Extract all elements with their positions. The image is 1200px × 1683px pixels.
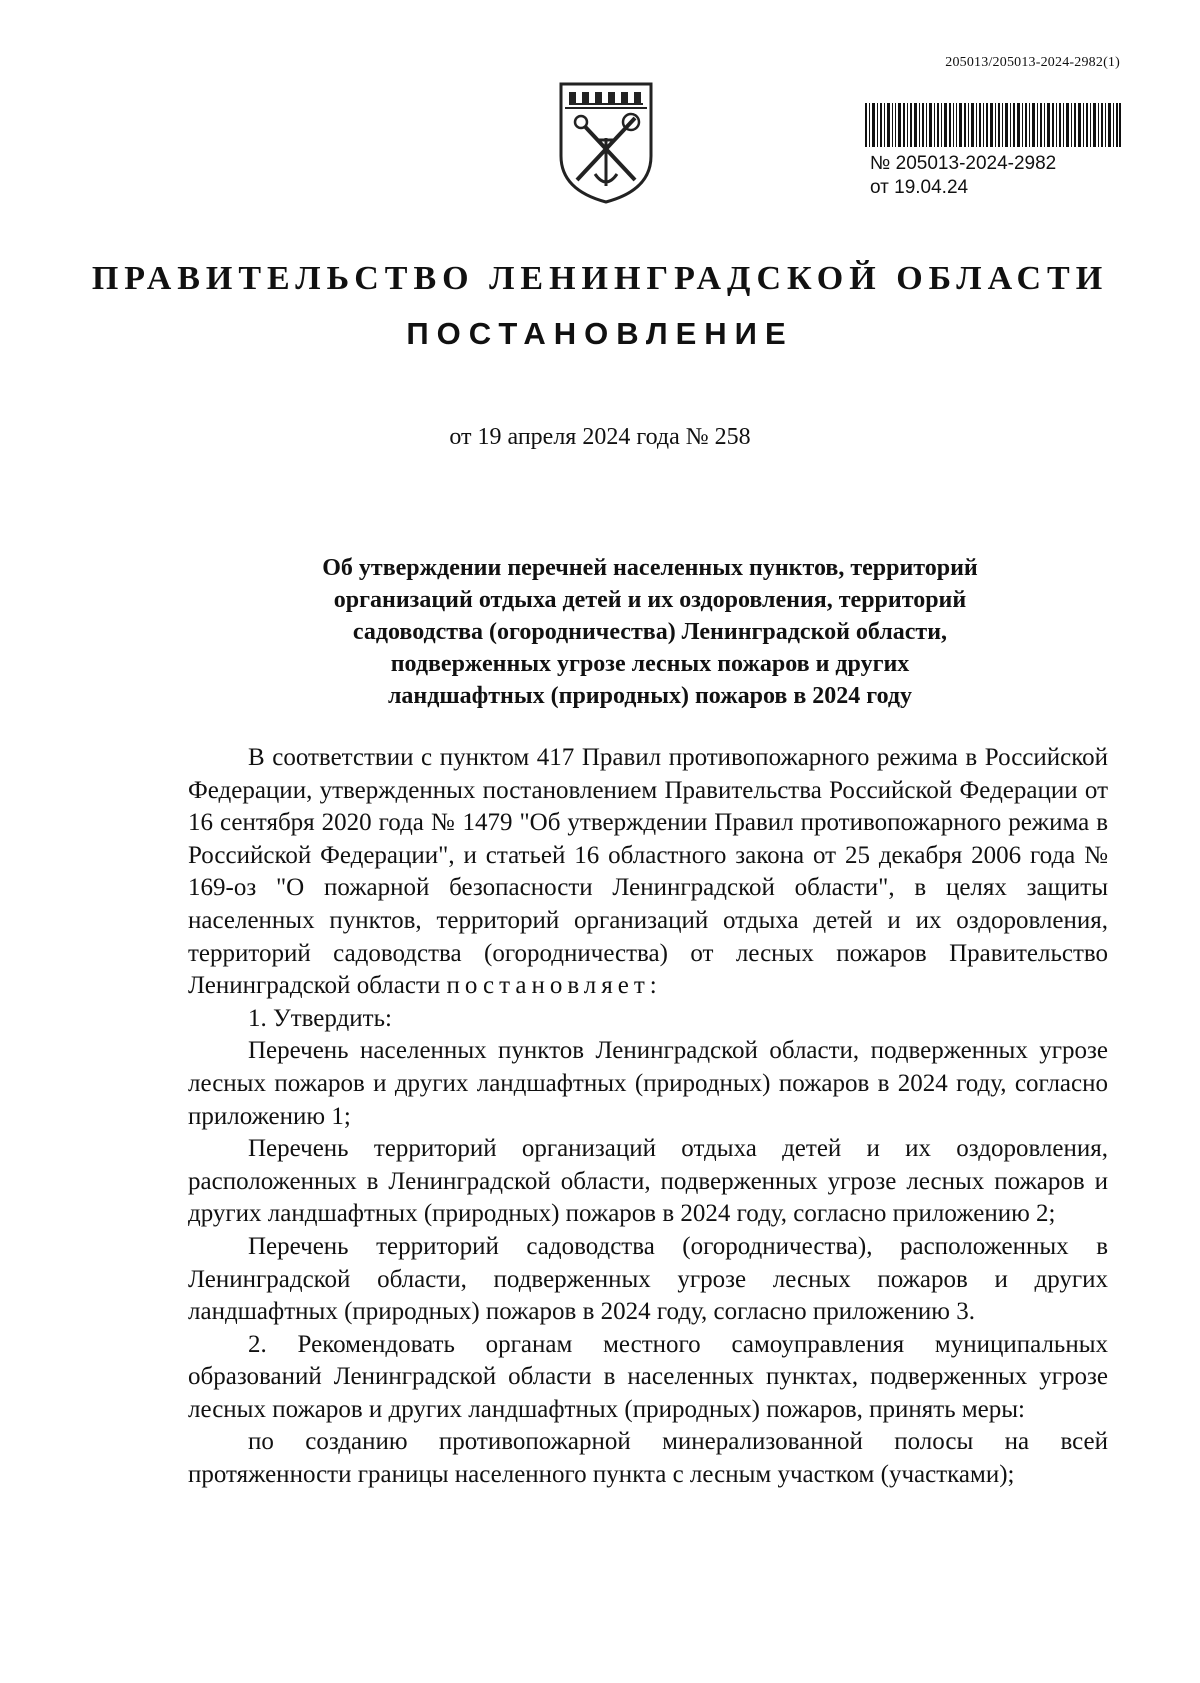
barcode xyxy=(865,103,1121,147)
registration-block xyxy=(870,152,1056,200)
document-id: 205013/205013-2024-2982(1) xyxy=(945,55,1120,70)
coat-of-arms-emblem xyxy=(555,78,657,206)
preamble-text: В соответствии с пунктом 417 Правил противопожарного режима в Российской Федерации, утвержденных постановлением Правительства Российской Федерации от 16 сентября 2020 года № 1479 "Об утверждении Правил противопожарного режима в Российской Федерации", и статьей 16 областного закона от 25 декабря 2006 года № 169-оз "О пожарной безопасности Ленинградской области", в целях защиты населенных пунктов, территорий организаций отдыха детей и их оздоровления, территорий садоводства (огородничества) от лесных пожаров Правительство Ленинградской области xyxy=(188,744,1108,1000)
preamble-paragraph xyxy=(188,742,1108,1003)
measure-1: по созданию противопожарной минерализованной полосы на всей протяженности границы населенного пункта с лесным участком (участками); xyxy=(188,1428,1108,1489)
document-type: ПОСТАНОВЛЕНИЕ xyxy=(406,316,794,351)
subject-line: садоводства (огородничества) Ленинградской области, xyxy=(352,619,948,645)
government-title: ПРАВИТЕЛЬСТВО ЛЕНИНГРАДСКОЙ ОБЛАСТИ xyxy=(91,260,1109,297)
registration-number: № 205013-2024-2982 xyxy=(870,153,1057,174)
document-subject xyxy=(190,552,1110,712)
registration-date: от 19.04.24 xyxy=(870,177,969,198)
item-2: 2. Рекомендовать органам местного самоуправления муниципальных образований Ленинградской области в населенных пунктах, подверженных угрозе лесных пожаров и других ландшафтных (природных) пожаров, принять меры: xyxy=(188,1330,1108,1423)
document-date-number: от 19 апреля 2024 года № 258 xyxy=(449,424,751,450)
resolves-word: постановляет: xyxy=(446,972,662,1000)
list-item-appendix-3: Перечень территорий садоводства (огородничества), расположенных в Ленинградской области, подверженных угрозе лесных пожаров и других ландшафтных (природных) пожаров в 2024 году, согласно приложению 3. xyxy=(188,1232,1108,1326)
subject-line: организаций отдыха детей и их оздоровления, территорий xyxy=(333,587,967,613)
list-item-appendix-1: Перечень населенных пунктов Ленинградской области, подверженных угрозе лесных пожаров и других ландшафтных (природных) пожаров в 2024 году, согласно приложению 1; xyxy=(188,1037,1108,1130)
document-body xyxy=(188,742,1108,1492)
list-item-appendix-2: Перечень территорий организаций отдыха детей и их оздоровления, расположенных в Ленинградской области, подверженных угрозе лесных пожаров и других ландшафтных (природных) пожаров в 2024 году, согласно приложению 2; xyxy=(188,1135,1108,1228)
item-1: 1. Утвердить: xyxy=(248,1004,392,1032)
subject-line: подверженных угрозе лесных пожаров и других xyxy=(390,651,910,677)
subject-line: Об утверждении перечней населенных пунктов, территорий xyxy=(322,555,978,581)
subject-line: ландшафтных (природных) пожаров в 2024 году xyxy=(387,683,913,709)
